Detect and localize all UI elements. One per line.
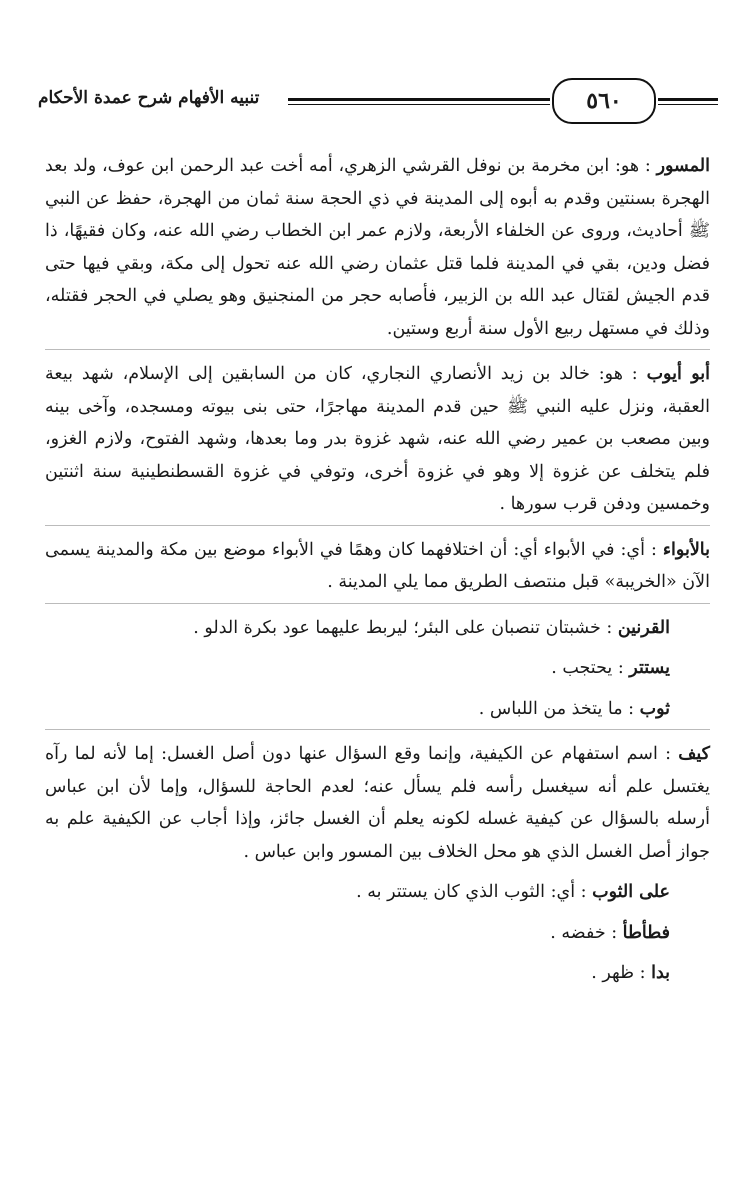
- entry-almiswar: المسور : هو: ابن مخرمة بن نوفل القرشي الزهري، أمه أخت عبد الرحمن ابن عوف، ولد بعد الهجرة بسنتين وقدم به أبوه إلى المدينة في ذي الحجة سنة ثمان من الهجرة، حفظ عن النبي ﷺ أحاديث، وروى عن الخلفاء الأربعة، ولازم عمر ابن الخطاب رضي الله عنه، وكان فقيهًا، ذا فضل ودين، بقي في المدينة فلما قتل عثمان رضي الله عنه تحول إلى مكة، وبقي فيها حتى قدم الجيش لقتال عبد الله بن الزبير، فأصابه حجر من المنجنيق وهو يصلي في الحجر فقتله، وذلك في مستهل ربيع الأول سنة أربع وستين.: [45, 150, 710, 350]
- entry-text: اسم استفهام عن الكيفية، وإنما وقع السؤال عنها دون أصل الغسل: إما لأنه لما رآه يغتسل علم أنه سيغسل رأسه فلم يسأل عنه؛ لعدم الحاجة للسؤال، وإما لأن ابن عباس أرسله بالسؤال عن كيفية غسله لكونه يعلم أن الغسل جائز، وإذا أجاب عن الكيفية علم به جواز أصل الغسل الذي هو محل الخلاف بين المسور وابن عباس .: [45, 744, 710, 862]
- entry-text: هو: خالد بن زيد الأنصاري النجاري، كان من السابقين إلى الإسلام، شهد بيعة العقبة، ونزل عليه النبي ﷺ حين قدم المدينة مهاجرًا، حتى بنى بيوته ومسجده، وآخى بينه وبين مصعب بن عمير رضي الله عنه، شهد غزوة بدر وما بعدها، وشهد الفتوح، ولازم الغزو، فلم يتخلف عن غزوة إلا وهو في غزوة أخرى، وتوفي في غزوة القسطنطينية سنة اثنتين وخمسين ودفن قرب سورها .: [45, 364, 710, 514]
- entry-ala-ath-thawb: على الثوب : أي: الثوب الذي كان يستتر به .: [356, 882, 670, 902]
- entry-bada: بدا : ظهر .: [591, 963, 670, 983]
- entry-text: ظهر .: [591, 963, 635, 983]
- entry-text: خشبتان تنصبان على البئر؛ ليربط عليهما عود بكرة الدلو .: [193, 617, 601, 638]
- header-rule-right: [658, 98, 718, 105]
- entry-al-qarnayn: القرنين : خشبتان تنصبان على البئر؛ ليربط عليهما عود بكرة الدلو .: [193, 617, 670, 638]
- entry-yastatir: يستتر : يحتجب .: [551, 658, 670, 678]
- entry-term: أبو أيوب: [646, 364, 710, 384]
- running-title: تنبيه الأفهام شرح عمدة الأحكام: [38, 88, 260, 108]
- entry-al-abwa: بالأبواء : أي: في الأبواء أي: أن اختلافهما كان وهمًا في الأبواء موضع بين مكة والمدينة يسمى الآن «الخريبة» قبل منتصف الطريق مما يلي المدينة .: [45, 534, 710, 604]
- entry-thawb: ثوب : ما يتخذ من اللباس .: [45, 693, 710, 731]
- page-header: [38, 78, 718, 128]
- entry-term: ثوب: [639, 698, 670, 719]
- entry-term: كيف: [678, 744, 710, 764]
- entry-term: يستتر: [629, 658, 670, 678]
- entry-kayfa: كيف : اسم استفهام عن الكيفية، وإنما وقع السؤال عنها دون أصل الغسل: إما لأنه لما رآه يغتسل علم أنه سيغسل رأسه فلم يسأل عنه؛ لعدم الحاجة للسؤال، وإما لأن ابن عباس أرسله بالسؤال عن كيفية غسله لكونه يعلم أن الغسل جائز، وإذا أجاب عن الكيفية علم به جواز أصل الغسل الذي هو محل الخلاف بين المسور وابن عباس .: [45, 744, 710, 862]
- entry-term: فطأطأ: [622, 922, 670, 943]
- entry-text: ما يتخذ من اللباس .: [478, 698, 623, 719]
- entry-text: أي: الثوب الذي كان يستتر به .: [356, 882, 576, 902]
- entry-term: بالأبواء: [662, 539, 711, 560]
- entry-text: أي: في الأبواء أي: أن اختلافهما كان وهمًا في الأبواء موضع بين مكة والمدينة يسمى الآن «الخريبة» قبل منتصف الطريق مما يلي المدينة .: [45, 539, 710, 592]
- entry-abu-ayyub: أبو أيوب : هو: خالد بن زيد الأنصاري النجاري، كان من السابقين إلى الإسلام، شهد بيعة العقبة، ونزل عليه النبي ﷺ حين قدم المدينة مهاجرًا، حتى بنى بيوته ومسجده، وآخى بينه وبين مصعب بن عمير رضي الله عنه، شهد غزوة بدر وما بعدها، وشهد الفتوح، ولازم الغزو، فلم يتخلف عن غزوة إلا وهو في غزوة أخرى، وتوفي في غزوة القسطنطينية سنة اثنتين وخمسين ودفن قرب سورها .: [45, 358, 710, 526]
- entry-text: هو: ابن مخرمة بن نوفل القرشي الزهري، أمه أخت عبد الرحمن ابن عوف، ولد بعد الهجرة بسنتين وقدم به أبوه إلى المدينة في ذي الحجة سنة ثمان من الهجرة، حفظ عن النبي ﷺ أحاديث، وروى عن الخلفاء الأربعة، ولازم عمر ابن الخطاب رضي الله عنه، وكان فقيهًا، ذا فضل ودين، بقي في المدينة فلما قتل عثمان رضي الله عنه تحول إلى مكة، وبقي فيها حتى قدم الجيش لقتال عبد الله بن الزبير، فأصابه حجر من المنجنيق وهو يصلي في الحجر فقتله، وذلك في مستهل ربيع الأول سنة أربع وستين.: [45, 156, 710, 339]
- entry-term: المسور: [656, 156, 710, 176]
- page-number: ٥٦٠: [552, 78, 656, 124]
- entry-term: على الثوب: [592, 882, 670, 902]
- entry-term: القرنين: [617, 617, 670, 638]
- header-rule-left: [288, 98, 550, 105]
- entry-text: خفضه .: [550, 922, 606, 943]
- entry-fatata: فطأطأ : خفضه .: [550, 922, 670, 943]
- page-content: [45, 150, 710, 998]
- entry-term: بدا: [651, 963, 670, 983]
- entry-text: يحتجب .: [551, 658, 613, 678]
